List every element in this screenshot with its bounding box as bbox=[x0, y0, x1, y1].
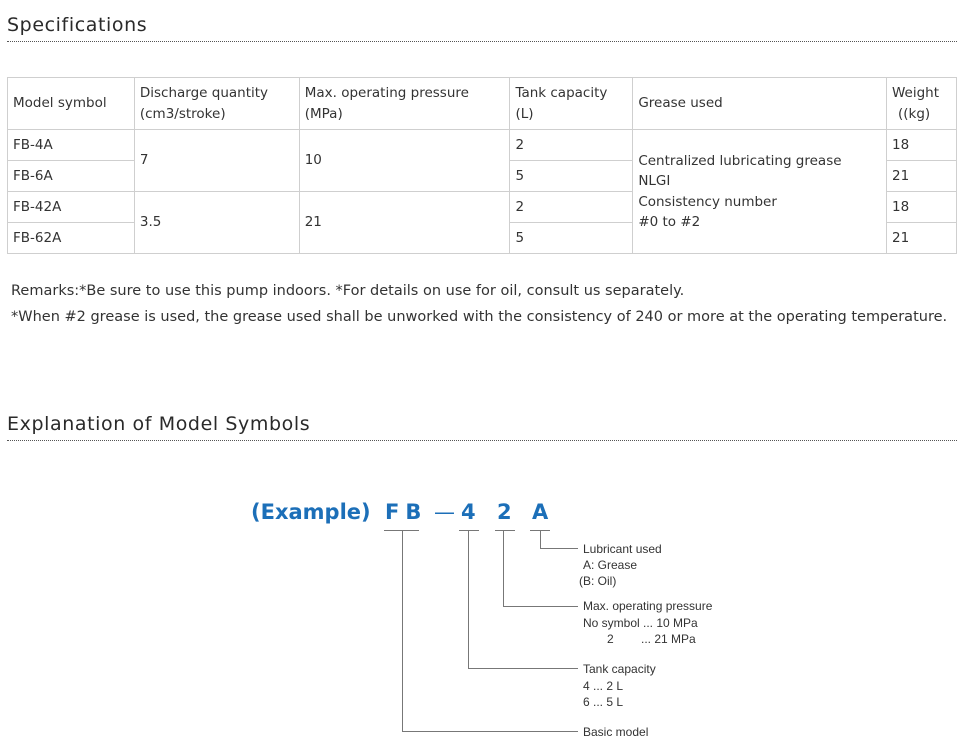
header-tank-capacity: Tank capacity (L) bbox=[510, 78, 633, 130]
cell-model: FB-6A bbox=[8, 161, 135, 192]
note-pressure-option: No symbol ... 10 MPa bbox=[583, 616, 698, 630]
cell-discharge: 7 bbox=[134, 130, 299, 192]
remarks-line-2: *When #2 grease is used, the grease used shall be unworked with the consistency of 240 or more at the operating temperature. bbox=[11, 309, 948, 325]
cell-model: FB-62A bbox=[8, 223, 135, 254]
leader-tank bbox=[468, 668, 578, 669]
note-lubricant-option: A: Grease bbox=[583, 558, 638, 572]
note-pressure-option-symbol: 2 bbox=[607, 632, 614, 646]
cell-tank: 5 bbox=[510, 161, 633, 192]
segment-basic-model: FB bbox=[385, 500, 428, 524]
note-lubricant-option: (B: Oil) bbox=[579, 574, 617, 588]
segment-tank-capacity: 4 bbox=[461, 500, 476, 524]
leader-basic bbox=[402, 731, 578, 732]
note-tank-option: 6 ... 5 L bbox=[583, 695, 624, 709]
cell-tank: 5 bbox=[510, 223, 633, 254]
note-lubricant-title: Lubricant used bbox=[583, 542, 662, 556]
note-pressure-title: Max. operating pressure bbox=[583, 599, 713, 613]
section-divider bbox=[7, 440, 957, 441]
header-discharge-quantity: Discharge quantity (cm3/stroke) bbox=[134, 78, 299, 130]
leader-lubricant bbox=[540, 530, 541, 548]
leader-basic bbox=[402, 530, 403, 731]
cell-weight: 18 bbox=[886, 130, 956, 161]
cell-weight: 21 bbox=[886, 161, 956, 192]
specifications-table bbox=[7, 77, 957, 254]
header-model-symbol: Model symbol bbox=[8, 78, 135, 130]
cell-weight: 21 bbox=[886, 223, 956, 254]
cell-tank: 2 bbox=[510, 192, 633, 223]
header-grease-used: Grease used bbox=[633, 78, 887, 130]
segment-dash: — bbox=[434, 500, 455, 524]
note-tank-option: 4 ... 2 L bbox=[583, 679, 624, 693]
remarks-line-1: Remarks:*Be sure to use this pump indoors. *For details on use for oil, consult us separately. bbox=[11, 283, 685, 299]
leader-lubricant bbox=[540, 548, 578, 549]
leader-pressure bbox=[503, 606, 578, 607]
specifications-heading: Specifications bbox=[7, 14, 148, 36]
leader-tank bbox=[468, 530, 469, 668]
model-symbols-heading: Explanation of Model Symbols bbox=[7, 413, 311, 435]
example-label: (Example) bbox=[251, 500, 371, 524]
note-pressure-option-value: ... 21 MPa bbox=[641, 632, 696, 646]
header-weight: Weight ((kg) bbox=[886, 78, 956, 130]
cell-weight: 18 bbox=[886, 192, 956, 223]
section-divider bbox=[7, 41, 957, 42]
cell-model: FB-4A bbox=[8, 130, 135, 161]
note-basic-model: Basic model bbox=[583, 725, 649, 739]
note-tank-title: Tank capacity bbox=[583, 662, 656, 676]
table-header-row bbox=[8, 78, 957, 130]
cell-pressure: 21 bbox=[299, 192, 510, 254]
leader-pressure bbox=[503, 530, 504, 606]
cell-grease-used: Centralized lubricating grease NLGI Consistency number #0 to #2 bbox=[633, 130, 887, 254]
segment-pressure: 2 bbox=[497, 500, 512, 524]
underline-pressure bbox=[495, 530, 515, 531]
table-row bbox=[8, 130, 957, 161]
cell-model: FB-42A bbox=[8, 192, 135, 223]
segment-lubricant: A bbox=[532, 500, 549, 524]
cell-pressure: 10 bbox=[299, 130, 510, 192]
underline-tank bbox=[459, 530, 479, 531]
header-max-pressure: Max. operating pressure (MPa) bbox=[299, 78, 510, 130]
cell-tank: 2 bbox=[510, 130, 633, 161]
cell-discharge: 3.5 bbox=[134, 192, 299, 254]
